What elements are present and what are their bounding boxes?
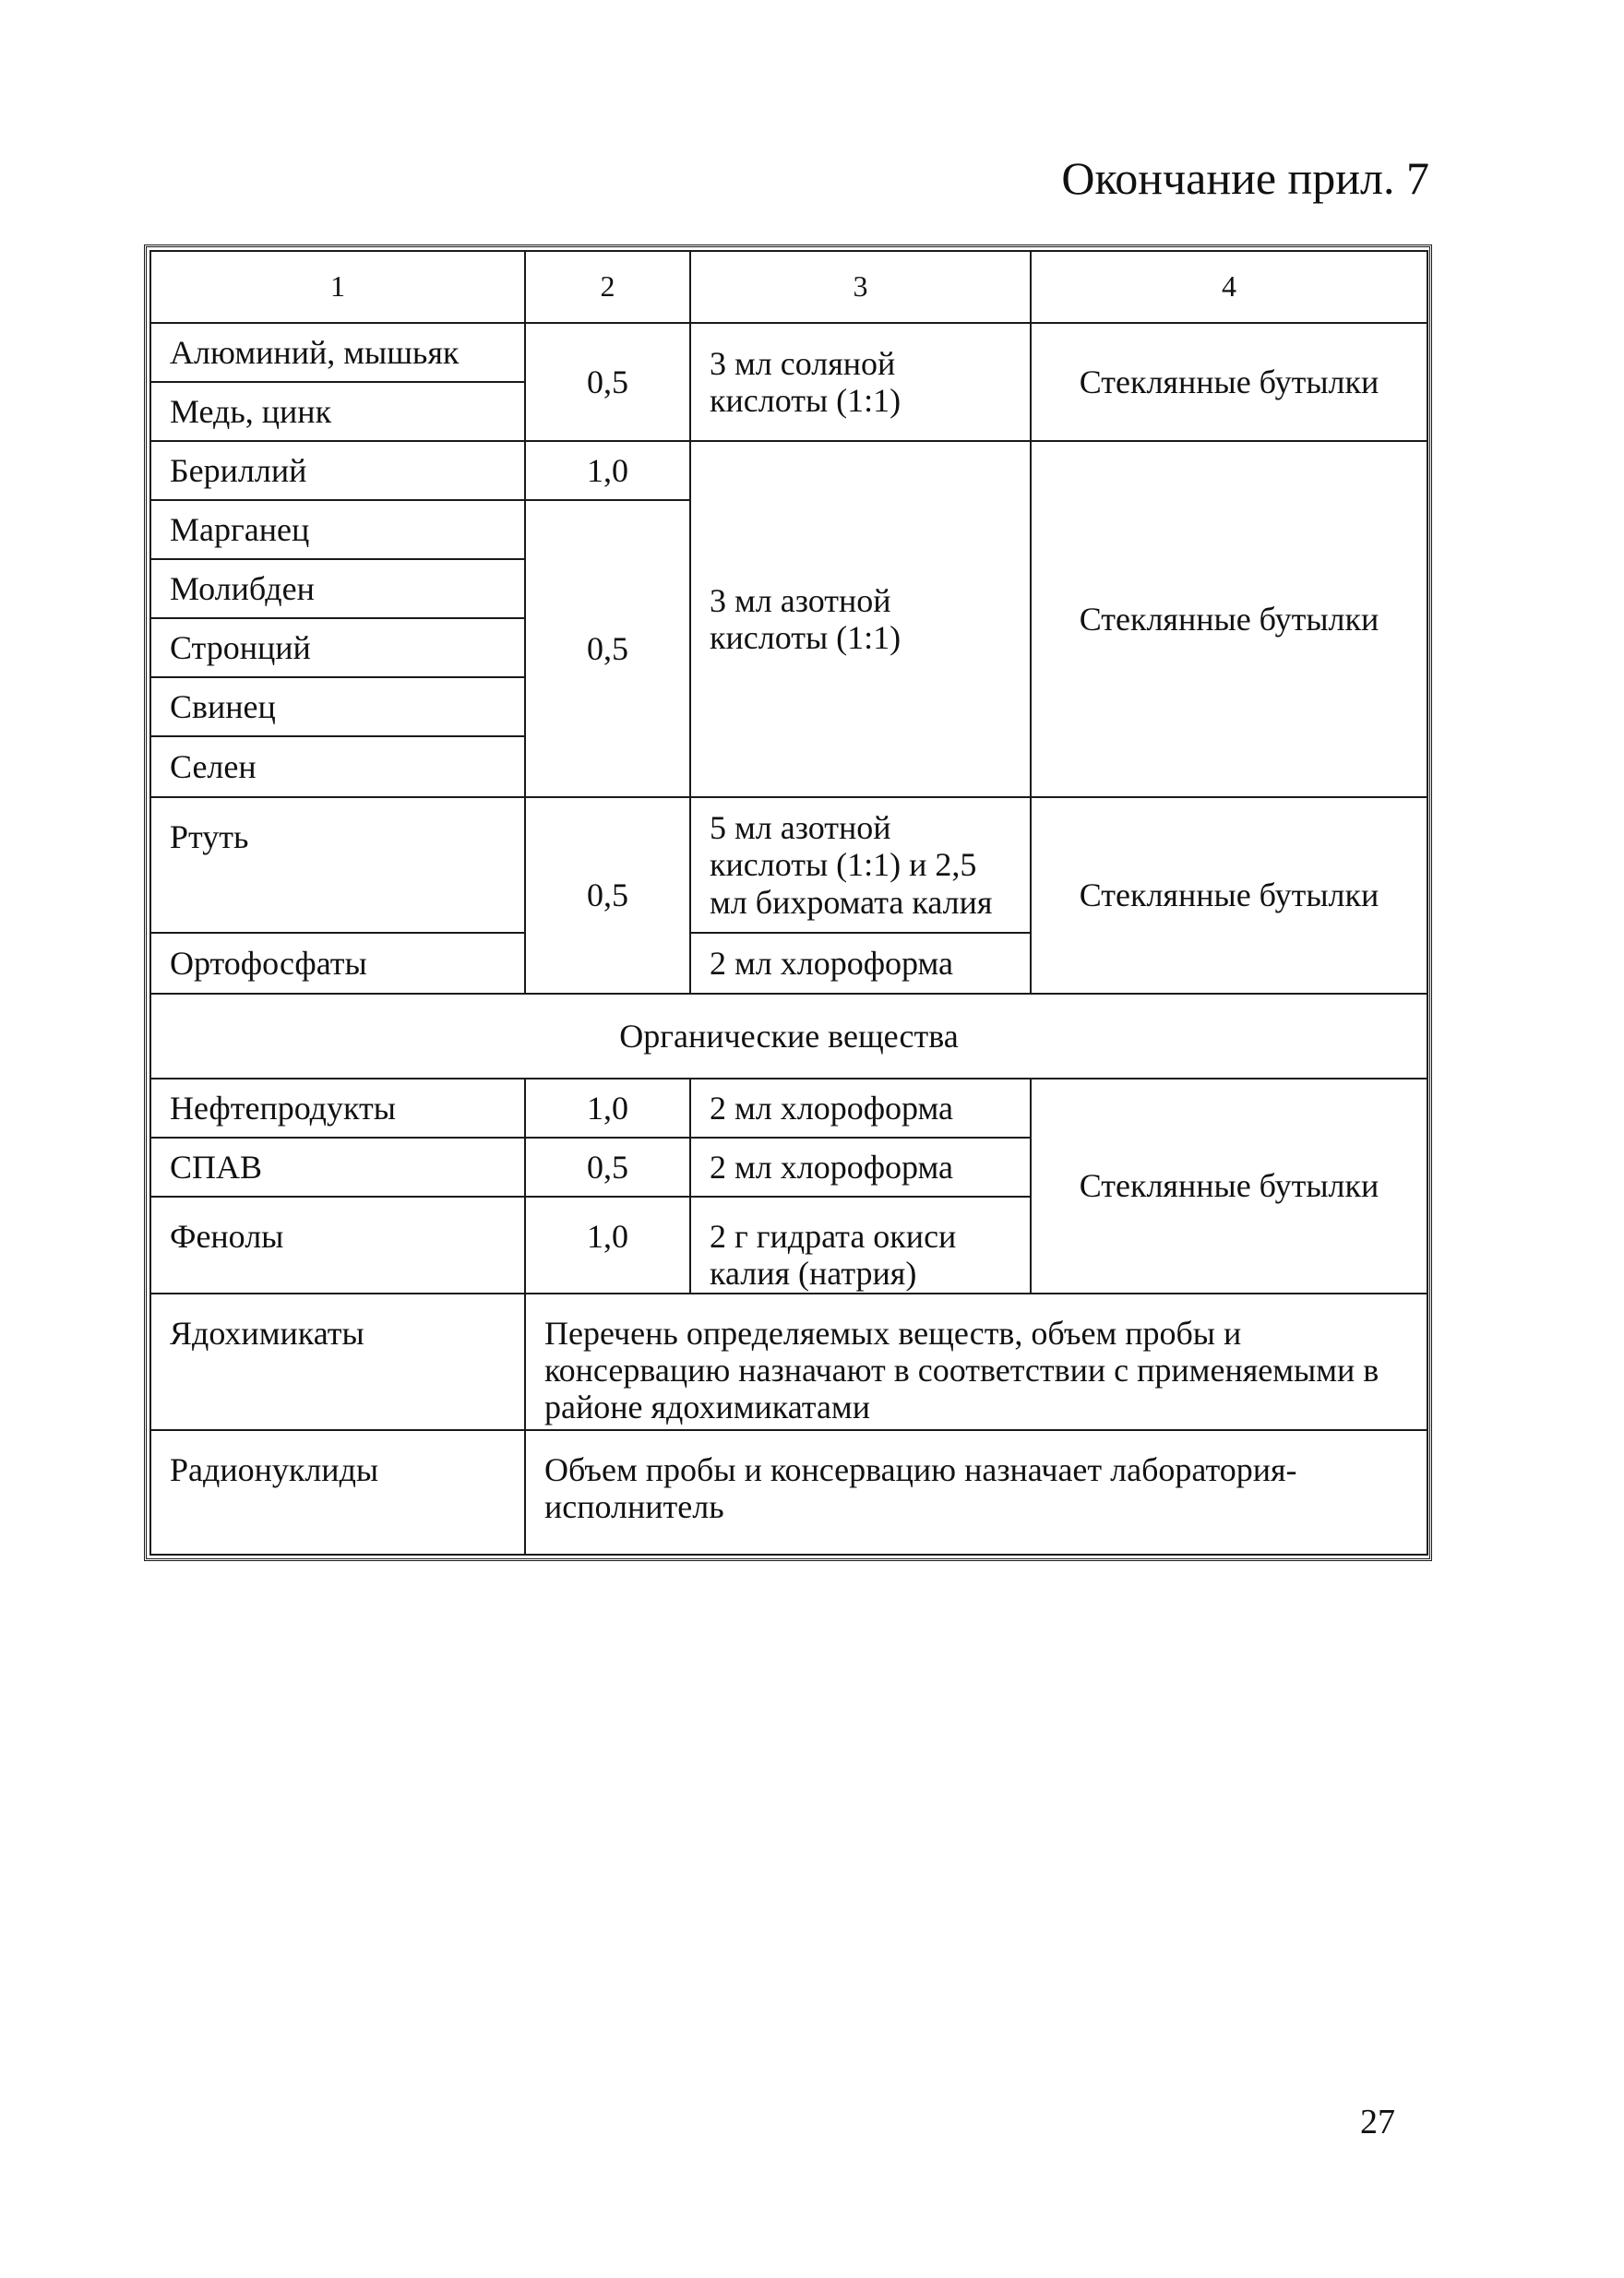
substance-cell: Алюминий, мышьяк [150, 323, 525, 382]
table-row [150, 797, 1427, 933]
substance-cell: Ортофосфаты [150, 933, 525, 994]
note-cell: Перечень определяемых веществ, объем пробы и консервацию назначают в соответствии с применяемыми в районе ядохимикатами [525, 1294, 1427, 1430]
volume-cell: 1,0 [525, 1197, 690, 1294]
substance-cell: Свинец [150, 677, 525, 736]
page-heading: Окончание прил. 7 [1061, 152, 1429, 204]
volume-cell: 1,0 [525, 1079, 690, 1138]
substance-cell: Бериллий [150, 441, 525, 500]
substance-cell: Стронций [150, 618, 525, 677]
container-cell: Стеклянные бутылки [1031, 323, 1427, 441]
header-col-2: 2 [525, 251, 690, 323]
header-col-4: 4 [1031, 251, 1427, 323]
substance-cell: СПАВ [150, 1138, 525, 1197]
container-cell: Стеклянные бутылки [1031, 1079, 1427, 1294]
volume-cell: 0,5 [525, 500, 690, 797]
substance-cell: Ядохимикаты [150, 1294, 525, 1430]
container-cell: Стеклянные бутылки [1031, 797, 1427, 994]
section-title: Органические вещества [150, 994, 1427, 1079]
note-cell: Объем пробы и консервацию назначает лаборатория-исполнитель [525, 1430, 1427, 1555]
substance-cell: Радионуклиды [150, 1430, 525, 1555]
sampling-table [149, 250, 1428, 1556]
section-row [150, 994, 1427, 1079]
preservation-cell: 2 мл хлороформа [690, 933, 1031, 994]
volume-cell: 0,5 [525, 797, 690, 994]
volume-cell: 1,0 [525, 441, 690, 500]
page-number: 27 [1360, 2103, 1395, 2141]
container-cell: Стеклянные бутылки [1031, 441, 1427, 797]
table-row [150, 323, 1427, 382]
preservation-cell: 2 мл хлороформа [690, 1138, 1031, 1197]
preservation-cell: 3 мл соляной кислоты (1:1) [690, 323, 1031, 441]
table-row [150, 441, 1427, 500]
substance-cell: Фенолы [150, 1197, 525, 1294]
header-col-3: 3 [690, 251, 1031, 323]
volume-cell: 0,5 [525, 1138, 690, 1197]
preservation-cell: 3 мл азотной кислоты (1:1) [690, 441, 1031, 797]
preservation-cell: 2 мл хлороформа [690, 1079, 1031, 1138]
preservation-cell: 2 г гидрата окиси калия (натрия) [690, 1197, 1031, 1294]
header-row [150, 251, 1427, 323]
preservation-cell: 5 мл азотной кислоты (1:1) и 2,5 мл бихромата калия [690, 797, 1031, 933]
table-row [150, 1430, 1427, 1555]
substance-cell: Ртуть [150, 797, 525, 933]
substance-cell: Молибден [150, 559, 525, 618]
header-col-1: 1 [150, 251, 525, 323]
substance-cell: Селен [150, 736, 525, 797]
volume-cell: 0,5 [525, 323, 690, 441]
substance-cell: Нефтепродукты [150, 1079, 525, 1138]
substance-cell: Марганец [150, 500, 525, 559]
substance-cell: Медь, цинк [150, 382, 525, 441]
table-row [150, 1294, 1427, 1430]
table-row [150, 1079, 1427, 1138]
